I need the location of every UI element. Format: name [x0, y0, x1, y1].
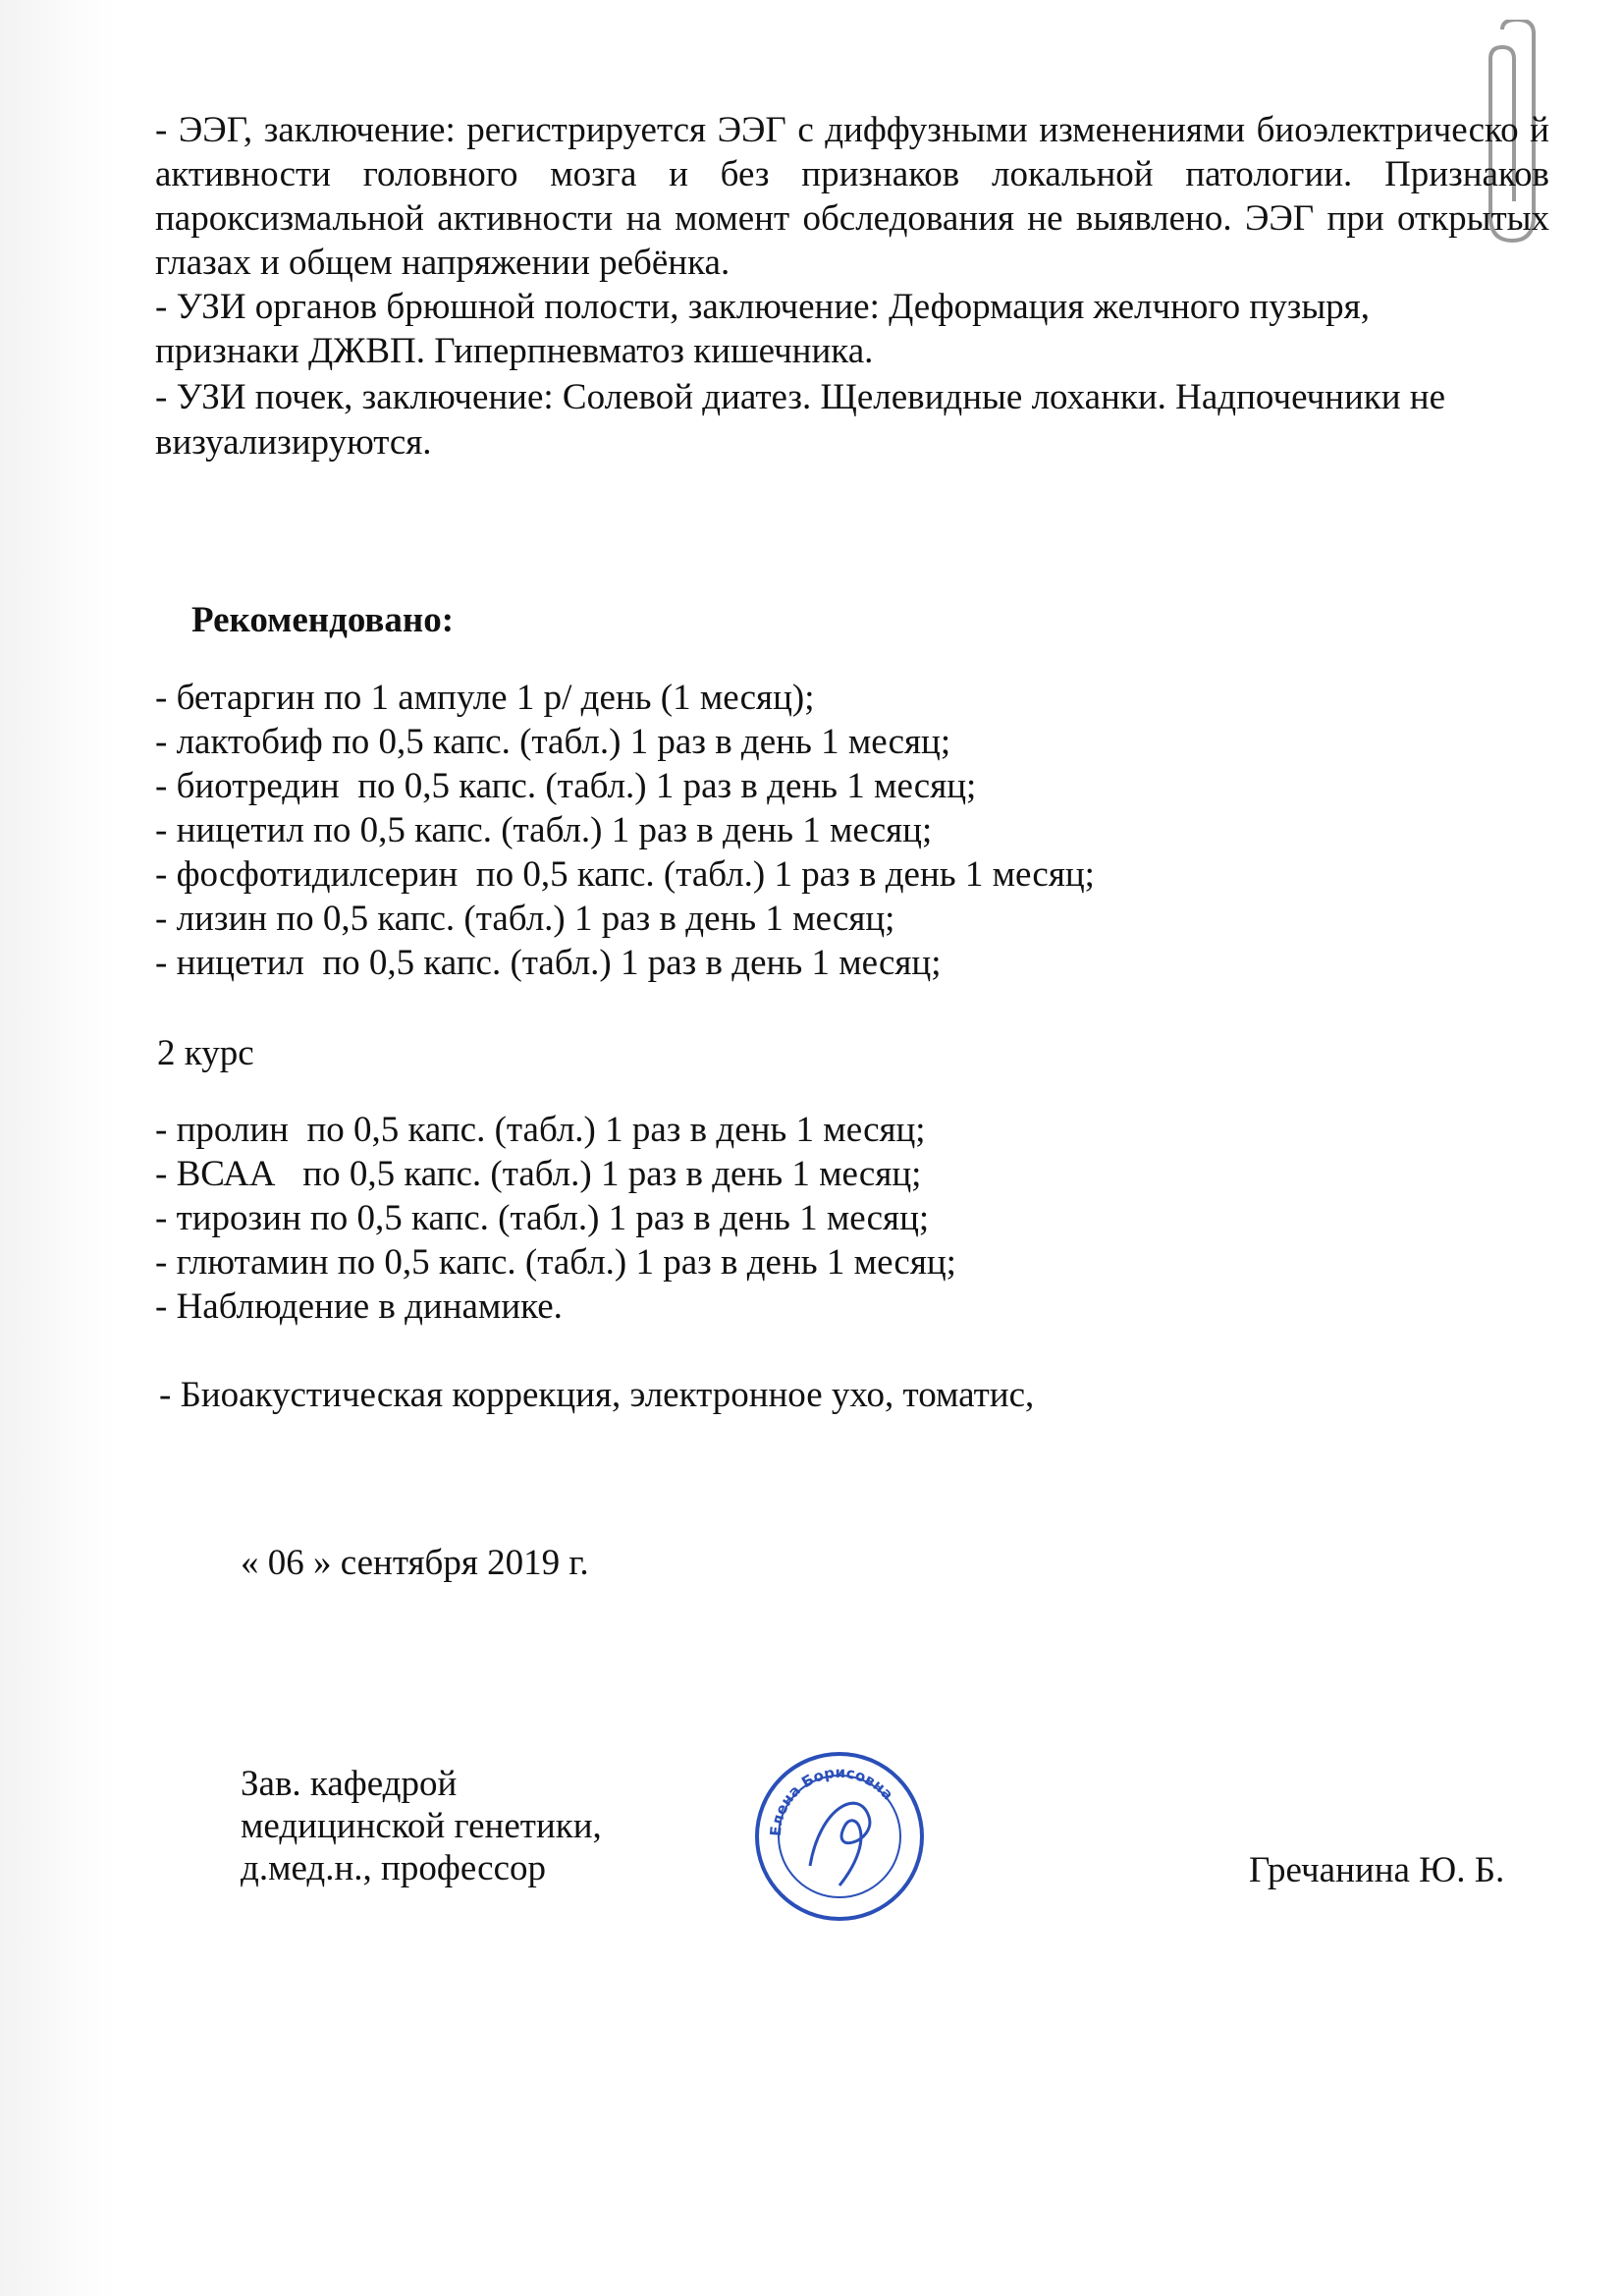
list-item: - глютамин по 0,5 капс. (табл.) 1 раз в день 1 месяц; [155, 1242, 956, 1283]
course2-heading: 2 курс [157, 1033, 254, 1073]
list-item: - лизин по 0,5 капс. (табл.) 1 раз в день 1 месяц; [155, 899, 895, 939]
recommended-list [155, 676, 1095, 985]
round-stamp-icon [751, 1748, 928, 1925]
list-item: - Наблюдение в динамике. [155, 1286, 563, 1327]
list-item: - ницетил по 0,5 капс. (табл.) 1 раз в день 1 месяц; [155, 810, 933, 850]
list-item: - бетаргин по 1 ампуле 1 р/ день (1 месяц); [155, 678, 815, 718]
signer-title-line: Зав. кафедрой [241, 1764, 458, 1804]
recommended-heading: Рекомендовано: [191, 600, 455, 640]
list-item: - ницетил по 0,5 капс. (табл.) 1 раз в день 1 месяц; [155, 943, 942, 983]
course2-list [155, 1108, 956, 1329]
uzi-kidney-line-1: - УЗИ почек, заключение: Солевой диатез. Щелевидные лоханки. Надпочечники не [155, 377, 1446, 417]
signer-name: Гречанина Ю. Б. [1249, 1850, 1505, 1890]
handwritten-signature [810, 1803, 870, 1886]
signer-title-line: д.мед.н., профессор [241, 1848, 547, 1888]
bioacoustic-item: - Биоакустическая коррекция, электронное ухо, томатис, [159, 1375, 1035, 1415]
eeg-conclusion: - ЭЭГ, заключение: регистрируется ЭЭГ с диффузными изменениями биоэлектрическо й активности головного мозга и без признаков локальной патологии. Признаков пароксизмальной активности на момент обследования не выявлено. ЭЭГ при открытых глазах и общем напряжении ребёнка. [155, 110, 1549, 283]
list-item: - фосфотидилсерин по 0,5 капс. (табл.) 1 раз в день 1 месяц; [155, 854, 1095, 895]
uzi-kidney-line-2: визуализируются. [155, 422, 432, 463]
uzi-abdomen-line-1: - УЗИ органов брюшной полости, заключение: Деформация желчного пузыря, [155, 287, 1370, 327]
list-item: - ВСАА по 0,5 капс. (табл.) 1 раз в день 1 месяц; [155, 1154, 922, 1194]
signer-position [241, 1763, 602, 1889]
list-item: - биотредин по 0,5 капс. (табл.) 1 раз в день 1 месяц; [155, 766, 977, 806]
list-item: - пролин по 0,5 капс. (табл.) 1 раз в день 1 месяц; [155, 1110, 926, 1150]
document-date: « 06 » сентября 2019 г. [241, 1543, 589, 1583]
uzi-abdomen-line-2: признаки ДЖВП. Гиперпневматоз кишечника. [155, 331, 874, 371]
stamp-text: Елена Борисовна [766, 1763, 897, 1837]
list-item: - тирозин по 0,5 капс. (табл.) 1 раз в день 1 месяц; [155, 1198, 930, 1238]
list-item: - лактобиф по 0,5 капс. (табл.) 1 раз в день 1 месяц; [155, 722, 951, 762]
signer-title-line: медицинской генетики, [241, 1806, 602, 1846]
scan-edge-shadow [0, 0, 118, 2296]
